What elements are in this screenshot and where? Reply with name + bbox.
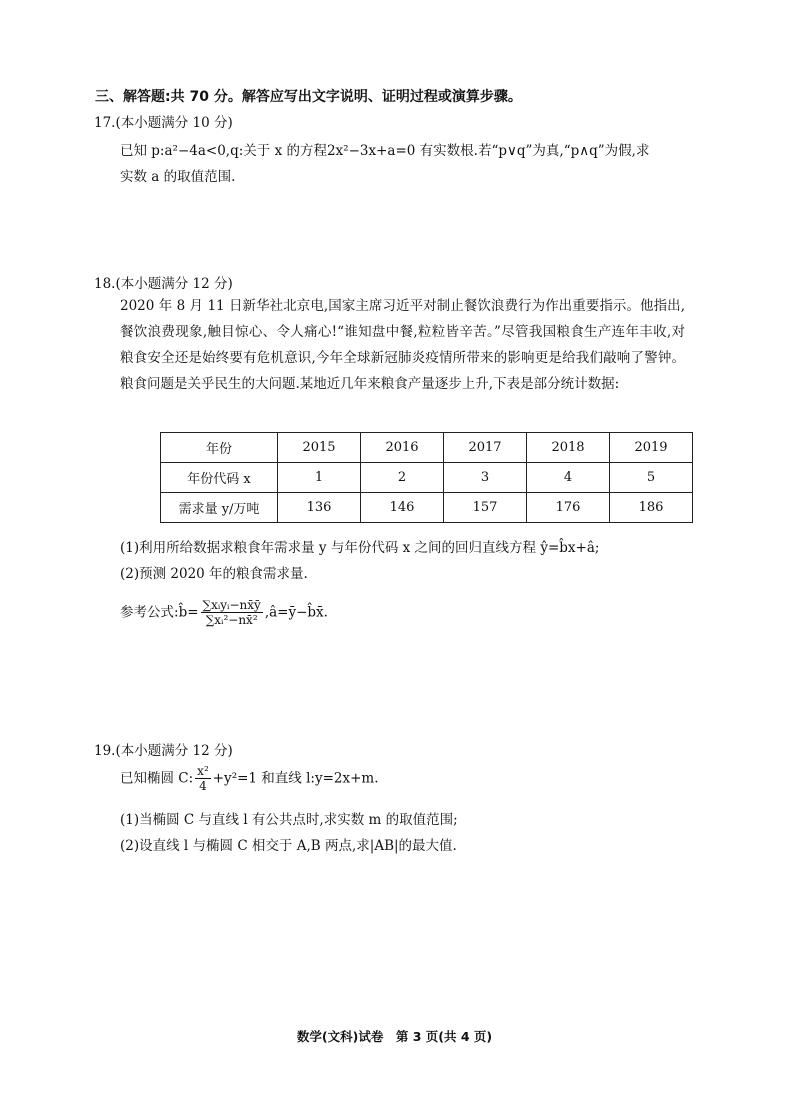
q19-sub-1: (1)当椭圆 C 与直线 l 有公共点时,求实数 m 的取值范围; bbox=[120, 812, 458, 828]
table-cell: 4 bbox=[527, 463, 610, 493]
section-title: 三、解答题:共 70 分。解答应写出文字说明、证明过程或演算步骤。 bbox=[95, 89, 522, 105]
ellipse-numerator: x² bbox=[197, 764, 209, 778]
q18-paragraph: 2020 年 8 月 11 日新华社北京电,国家主席习近平对制止餐饮浪费行为作出重要指示。他指出,餐饮浪费现象,触目惊心、令人痛心!“谁知盘中餐,粒粒皆辛苦。”尽管我国粮食生产连年丰收,对粮食安全还是始终要有危机意识,今年全球新冠肺炎疫情所带来的影响更是给我们敲响了警钟。粮食问题是关乎民生的大问题.某地近几年来粮食产量逐步上升,下表是部分统计数据: bbox=[120, 298, 685, 392]
formula-fraction bbox=[201, 598, 263, 627]
q17-line-2: 实数 a 的取值范围. bbox=[120, 169, 236, 185]
grain-demand-table bbox=[160, 432, 693, 523]
ellipse-fraction bbox=[195, 764, 211, 793]
page-footer: 数学(文科)试卷 第 3 页(共 4 页) bbox=[296, 1029, 493, 1044]
table-cell: 2016 bbox=[361, 433, 444, 463]
q19-heading: 19.(本小题满分 12 分) bbox=[94, 743, 233, 759]
q18-sub-2: (2)预测 2020 年的粮食需求量. bbox=[120, 566, 308, 582]
table-cell: 5 bbox=[610, 463, 693, 493]
table-row bbox=[161, 463, 693, 493]
q17-line-1: 已知 p:a²−4a<0,q:关于 x 的方程2x²−3x+a=0 有实数根.若“p∨q”为真,“p∧q”为假,求 bbox=[120, 143, 650, 159]
table-cell: 年份 bbox=[161, 433, 278, 463]
table-cell: 需求量 y/万吨 bbox=[161, 493, 278, 523]
table-cell: 157 bbox=[444, 493, 527, 523]
formula-label: 参考公式: bbox=[120, 604, 179, 621]
q18-sub-1: (1)利用所给数据求粮食年需求量 y 与年份代码 x 之间的回归直线方程 ŷ=b̂x+â; bbox=[120, 540, 600, 556]
q19-line-1 bbox=[120, 764, 379, 793]
formula-numerator: ∑xᵢyᵢ−nx̄ȳ bbox=[202, 598, 261, 612]
table-cell: 136 bbox=[278, 493, 361, 523]
table-cell: 176 bbox=[527, 493, 610, 523]
table-cell: 1 bbox=[278, 463, 361, 493]
table-cell: 3 bbox=[444, 463, 527, 493]
formula-rest: ,â=ȳ−b̂x̄. bbox=[264, 604, 328, 621]
table-row bbox=[161, 493, 693, 523]
formula-denominator: ∑xᵢ²−nx̄² bbox=[205, 613, 258, 627]
q19-line-equation: +y²=1 和直线 l:y=2x+m. bbox=[212, 770, 379, 787]
table-cell: 2019 bbox=[610, 433, 693, 463]
q19-ellipse-label: 已知椭圆 C: bbox=[120, 770, 194, 787]
table-cell: 146 bbox=[361, 493, 444, 523]
table-cell: 2018 bbox=[527, 433, 610, 463]
table-cell: 年份代码 x bbox=[161, 463, 278, 493]
table-cell: 186 bbox=[610, 493, 693, 523]
q19-sub-2: (2)设直线 l 与椭圆 C 相交于 A,B 两点,求|AB|的最大值. bbox=[120, 838, 457, 854]
formula-b: b̂= bbox=[178, 604, 199, 621]
table-cell: 2015 bbox=[278, 433, 361, 463]
q17-heading: 17.(本小题满分 10 分) bbox=[94, 115, 233, 131]
q18-heading: 18.(本小题满分 12 分) bbox=[94, 276, 233, 292]
table-cell: 2 bbox=[361, 463, 444, 493]
table-cell: 2017 bbox=[444, 433, 527, 463]
ellipse-denominator: 4 bbox=[199, 779, 207, 793]
q18-reference-formula bbox=[120, 598, 328, 627]
table-row bbox=[161, 433, 693, 463]
